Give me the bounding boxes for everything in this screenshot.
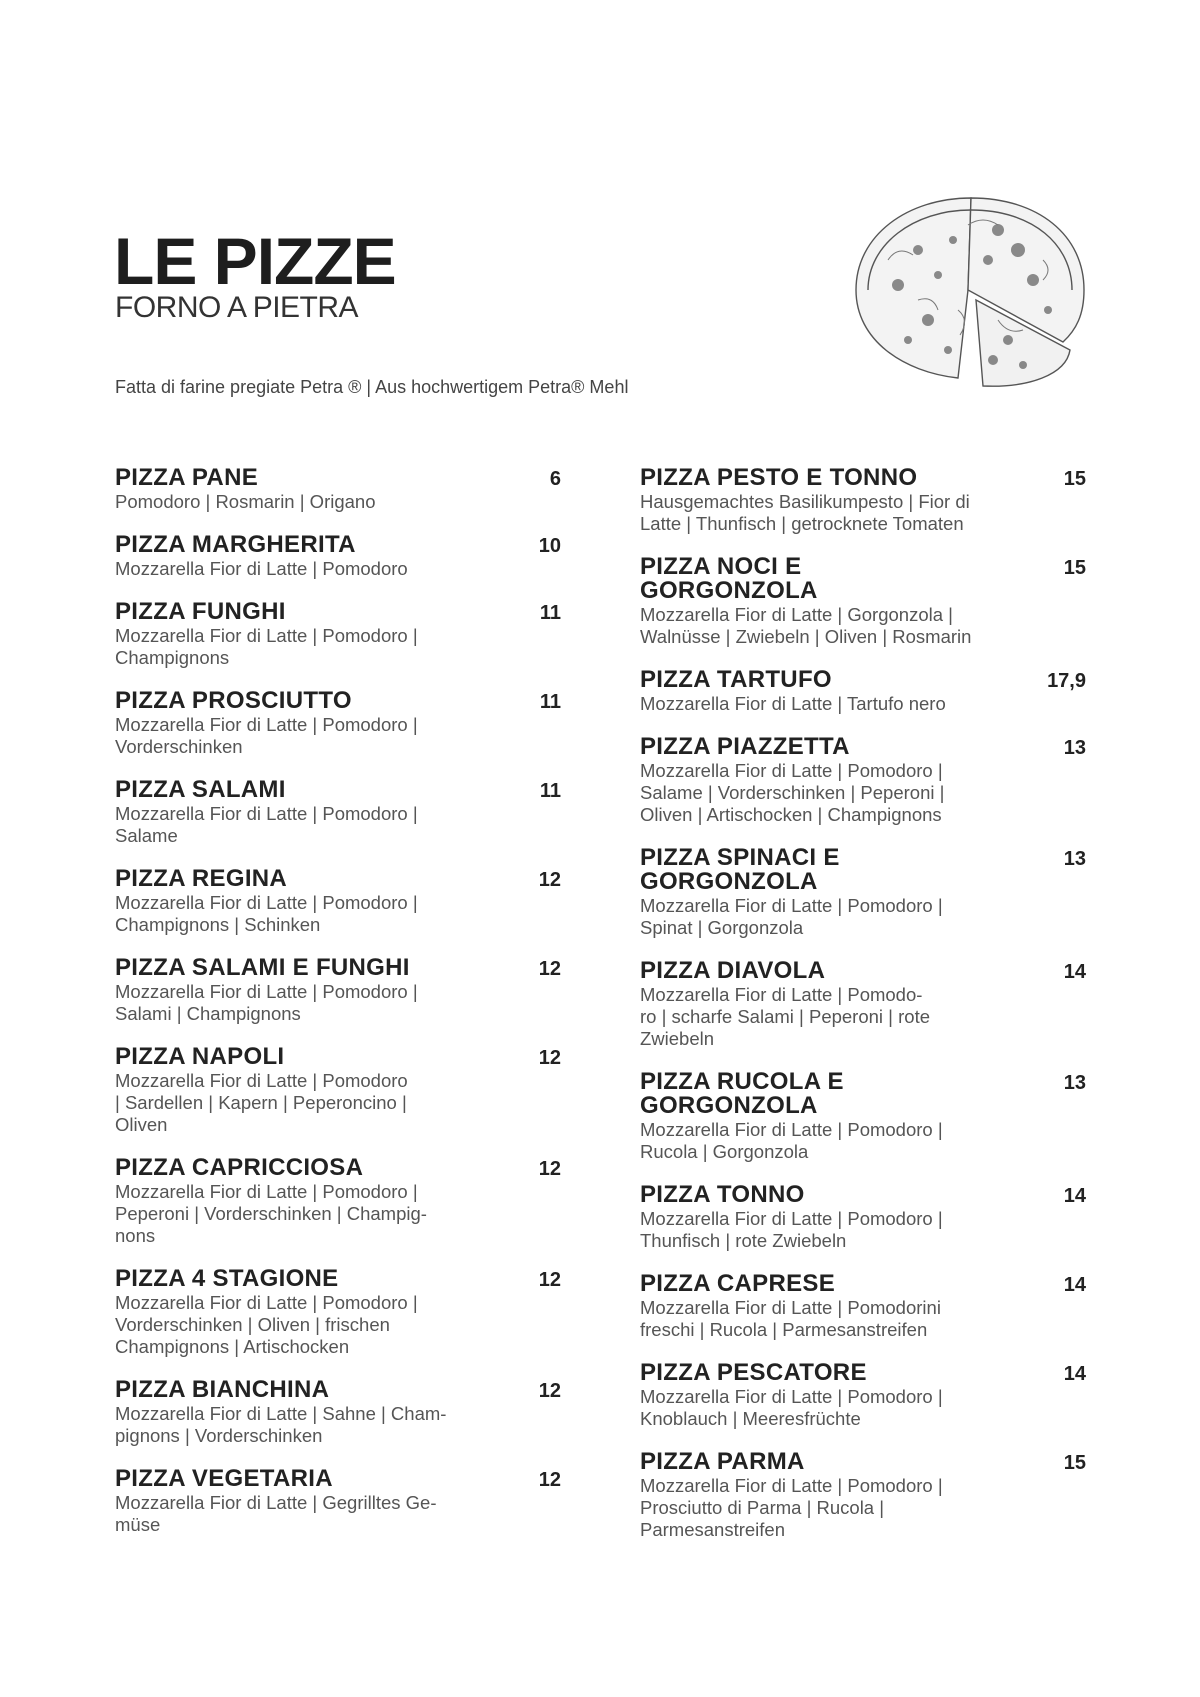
pizza-ingredients: [640, 1208, 1086, 1252]
pizza-name: [640, 735, 1086, 759]
menu-column-right: [640, 466, 1086, 1561]
pizza-ingredients: [115, 1181, 561, 1247]
pizza-name-line: PIZZA FUNGHI: [115, 598, 286, 625]
ingredients-line: Prosciutto di Parma | Rucola |: [640, 1497, 885, 1518]
menu-item: [115, 1156, 561, 1247]
pizza-price: 17,9: [1047, 670, 1086, 692]
pizza-ingredients: [640, 895, 1086, 939]
pizza-price: 12: [538, 1269, 561, 1291]
ingredients-line: Mozzarella Fior di Latte | Pomodoro |: [115, 1292, 418, 1313]
pizza-name-line: PIZZA BIANCHINA: [115, 1376, 330, 1403]
ingredients-line: müse: [115, 1514, 161, 1535]
pizza-price: 14: [1063, 1185, 1086, 1207]
ingredients-line: Mozzarella Fior di Latte | Pomodoro |: [115, 892, 418, 913]
pizza-price: 11: [539, 691, 561, 713]
pizza-name-line: PIZZA PANE: [115, 464, 259, 491]
pizza-name: [115, 1045, 561, 1069]
pizza-name: [115, 1267, 561, 1291]
pizza-name-line: PIZZA VEGETARIA: [115, 1465, 333, 1492]
pizza-price: 14: [1063, 1363, 1086, 1385]
pizza-price: 12: [538, 1380, 561, 1402]
menu-item: [115, 1267, 561, 1358]
pizza-name: [115, 1467, 561, 1491]
pizza-price: 14: [1063, 961, 1086, 983]
ingredients-line: Latte | Thunfisch | getrocknete Tomaten: [640, 513, 964, 534]
pizza-ingredients: [640, 1297, 1086, 1341]
pizza-ingredients: [640, 604, 1086, 648]
pizza-price: 14: [1063, 1274, 1086, 1296]
ingredients-line: Mozzarella Fior di Latte | Pomodoro |: [640, 1475, 943, 1496]
pizza-ingredients: [115, 1292, 561, 1358]
pizza-name-line: PIZZA NAPOLI: [115, 1043, 285, 1070]
pizza-name: [640, 846, 1086, 894]
pizza-name-line: PIZZA NOCI E: [640, 553, 802, 580]
pizza-price: 12: [538, 1469, 561, 1491]
ingredients-line: Hausgemachtes Basilikumpesto | Fior di: [640, 491, 970, 512]
ingredients-line: Mozzarella Fior di Latte | Pomodoro |: [640, 1208, 943, 1229]
menu-item: [115, 533, 561, 580]
pizza-name: [115, 867, 561, 891]
pizza-name-line: GORGONZOLA: [640, 577, 818, 604]
pizza-name-line: PIZZA TONNO: [640, 1181, 805, 1208]
ingredients-line: Mozzarella Fior di Latte | Pomodoro |: [115, 714, 418, 735]
pizza-ingredients: [115, 892, 561, 936]
pizza-name: [640, 555, 1086, 603]
ingredients-line: Mozzarella Fior di Latte | Pomodoro |: [640, 760, 943, 781]
pizza-name-line: PIZZA TARTUFO: [640, 666, 832, 693]
menu-item: [640, 735, 1086, 826]
menu-item: [115, 1045, 561, 1136]
pizza-name: [640, 1070, 1086, 1118]
pizza-name-line: PIZZA PROSCIUTTO: [115, 687, 352, 714]
pizza-ingredients: [115, 714, 561, 758]
ingredients-line: Peperoni | Vorderschinken | Champig-: [115, 1203, 427, 1224]
pizza-name: [115, 466, 561, 490]
pizza-name-line: PIZZA SALAMI: [115, 776, 286, 803]
pizza-price: 12: [538, 1158, 561, 1180]
page-subtitle: FORNO A PIETRA: [115, 291, 359, 324]
pizza-ingredients: [115, 803, 561, 847]
pizza-price: 12: [538, 1047, 561, 1069]
pizza-name-line: PIZZA PESCATORE: [640, 1359, 867, 1386]
menu-item: [640, 555, 1086, 648]
page-title: LE PIZZE: [114, 224, 396, 298]
pizza-name-line: PIZZA PIAZZETTA: [640, 733, 850, 760]
menu-item: [640, 1183, 1086, 1252]
ingredients-line: Knoblauch | Meeresfrüchte: [640, 1408, 861, 1429]
ingredients-line: Salami | Champignons: [115, 1003, 301, 1024]
pizza-price: 13: [1063, 1072, 1086, 1094]
pizza-ingredients: [115, 981, 561, 1025]
ingredients-line: Pomodoro | Rosmarin | Origano: [115, 491, 376, 512]
menu-item: [640, 1450, 1086, 1541]
pizza-name-line: PIZZA PESTO E TONNO: [640, 464, 918, 491]
flour-tagline: Fatta di farine pregiate Petra ® | Aus hochwertigem Petra® Mehl: [115, 377, 629, 397]
ingredients-line: Salame | Vorderschinken | Peperoni |: [640, 782, 945, 803]
ingredients-line: Mozzarella Fior di Latte | Pomodoro |: [115, 803, 418, 824]
pizza-price: 13: [1063, 737, 1086, 759]
menu-item: [640, 668, 1086, 715]
ingredients-line: Mozzarella Fior di Latte | Pomodoro |: [115, 1181, 418, 1202]
pizza-ingredients: [115, 625, 561, 669]
pizza-price: 6: [549, 468, 561, 490]
ingredients-line: Mozzarella Fior di Latte | Pomodo-: [640, 984, 923, 1005]
pizza-ingredients: [115, 1403, 561, 1447]
ingredients-line: Mozzarella Fior di Latte | Tartufo nero: [640, 693, 946, 714]
pizza-name: [640, 1272, 1086, 1296]
pizza-ingredients: [115, 558, 561, 580]
pizza-name: [115, 956, 561, 980]
ingredients-line: pignons | Vorderschinken: [115, 1425, 323, 1446]
pizza-name: [640, 1450, 1086, 1474]
ingredients-line: Mozzarella Fior di Latte | Pomodorini: [640, 1297, 941, 1318]
pizza-name-line: PIZZA PARMA: [640, 1448, 805, 1475]
ingredients-line: Mozzarella Fior di Latte | Pomodoro |: [115, 625, 418, 646]
pizza-ingredients: [640, 1475, 1086, 1541]
pizza-ingredients: [640, 491, 1086, 535]
pizza-name-line: PIZZA DIAVOLA: [640, 957, 826, 984]
ingredients-line: Zwiebeln: [640, 1028, 715, 1049]
pizza-ingredients: [640, 760, 1086, 826]
ingredients-line: Mozzarella Fior di Latte | Pomodoro |: [640, 1119, 943, 1140]
menu-item: [115, 778, 561, 847]
ingredients-line: Walnüsse | Zwiebeln | Oliven | Rosmarin: [640, 626, 972, 647]
menu-item: [640, 1272, 1086, 1341]
ingredients-line: Champignons: [115, 647, 230, 668]
menu-item: [115, 600, 561, 669]
ingredients-line: Mozzarella Fior di Latte | Pomodoro |: [640, 1386, 943, 1407]
ingredients-line: Mozzarella Fior di Latte | Pomodoro: [115, 1070, 408, 1091]
ingredients-line: Champignons | Artischocken: [115, 1336, 350, 1357]
menu-item: [115, 1378, 561, 1447]
pizza-name-line: GORGONZOLA: [640, 868, 818, 895]
pizza-name: [640, 959, 1086, 983]
pizza-price: 15: [1063, 557, 1086, 579]
ingredients-line: Mozzarella Fior di Latte | Gorgonzola |: [640, 604, 953, 625]
pizza-ingredients: [640, 693, 1086, 715]
pizza-name-line: PIZZA SPINACI E: [640, 844, 840, 871]
pizza-ingredients: [640, 1386, 1086, 1430]
pizza-ingredients: [115, 1070, 561, 1136]
pizza-price: 15: [1063, 468, 1086, 490]
pizza-price: 11: [539, 602, 561, 624]
pizza-name: [115, 778, 561, 802]
ingredients-line: Parmesanstreifen: [640, 1519, 785, 1540]
pizza-name: [640, 1361, 1086, 1385]
ingredients-line: Salame: [115, 825, 178, 846]
pizza-price: 15: [1063, 1452, 1086, 1474]
pizza-name-line: PIZZA REGINA: [115, 865, 288, 892]
menu-item: [640, 1070, 1086, 1163]
pizza-name-line: PIZZA RUCOLA E: [640, 1068, 844, 1095]
menu-item: [115, 466, 561, 513]
pizza-name: [640, 466, 1086, 490]
pizza-name-line: GORGONZOLA: [640, 1092, 818, 1119]
ingredients-line: ro | scharfe Salami | Peperoni | rote: [640, 1006, 930, 1027]
pizza-name: [115, 689, 561, 713]
pizza-name: [115, 600, 561, 624]
menu-item: [640, 959, 1086, 1050]
ingredients-line: Mozzarella Fior di Latte | Pomodoro: [115, 558, 408, 579]
ingredients-line: Mozzarella Fior di Latte | Sahne | Cham-: [115, 1403, 447, 1424]
menu-item: [115, 956, 561, 1025]
pizza-name: [640, 668, 1086, 692]
ingredients-line: freschi | Rucola | Parmesanstreifen: [640, 1319, 928, 1340]
pizza-name-line: PIZZA SALAMI E FUNGHI: [115, 954, 410, 981]
pizza-price: 10: [538, 535, 561, 557]
pizza-ingredients: [115, 491, 561, 513]
pizza-name-line: PIZZA CAPRESE: [640, 1270, 836, 1297]
ingredients-line: Vorderschinken: [115, 736, 243, 757]
ingredients-line: Mozzarella Fior di Latte | Pomodoro |: [115, 981, 418, 1002]
ingredients-line: Oliven: [115, 1114, 168, 1135]
menu-item: [115, 689, 561, 758]
menu-item: [640, 466, 1086, 535]
pizza-name: [115, 1378, 561, 1402]
pizza-price: 12: [538, 958, 561, 980]
menu-column-left: [115, 466, 561, 1556]
ingredients-line: | Sardellen | Kapern | Peperoncino |: [115, 1092, 407, 1113]
pizza-name: [115, 533, 561, 557]
pizza-name-line: PIZZA CAPRICCIOSA: [115, 1154, 364, 1181]
pizza-ingredients: [640, 1119, 1086, 1163]
ingredients-line: Mozzarella Fior di Latte | Gegrilltes Ge-: [115, 1492, 437, 1513]
ingredients-line: Spinat | Gorgonzola: [640, 917, 804, 938]
ingredients-line: Vorderschinken | Oliven | frischen: [115, 1314, 390, 1335]
pizza-ingredients: [640, 984, 1086, 1050]
menu-item: [115, 1467, 561, 1536]
pizza-name: [640, 1183, 1086, 1207]
ingredients-line: Champignons | Schinken: [115, 914, 321, 935]
pizza-name: [115, 1156, 561, 1180]
menu-item: [640, 846, 1086, 939]
pizza-sketch-icon: [848, 190, 1094, 400]
pizza-price: 11: [539, 780, 561, 802]
ingredients-line: Rucola | Gorgonzola: [640, 1141, 809, 1162]
pizza-name-line: PIZZA 4 STAGIONE: [115, 1265, 339, 1292]
pizza-price: 12: [538, 869, 561, 891]
ingredients-line: nons: [115, 1225, 156, 1246]
ingredients-line: Oliven | Artischocken | Champignons: [640, 804, 942, 825]
pizza-price: 13: [1063, 848, 1086, 870]
menu-item: [640, 1361, 1086, 1430]
ingredients-line: Thunfisch | rote Zwiebeln: [640, 1230, 847, 1251]
pizza-ingredients: [115, 1492, 561, 1536]
pizza-name-line: PIZZA MARGHERITA: [115, 531, 356, 558]
menu-item: [115, 867, 561, 936]
ingredients-line: Mozzarella Fior di Latte | Pomodoro |: [640, 895, 943, 916]
